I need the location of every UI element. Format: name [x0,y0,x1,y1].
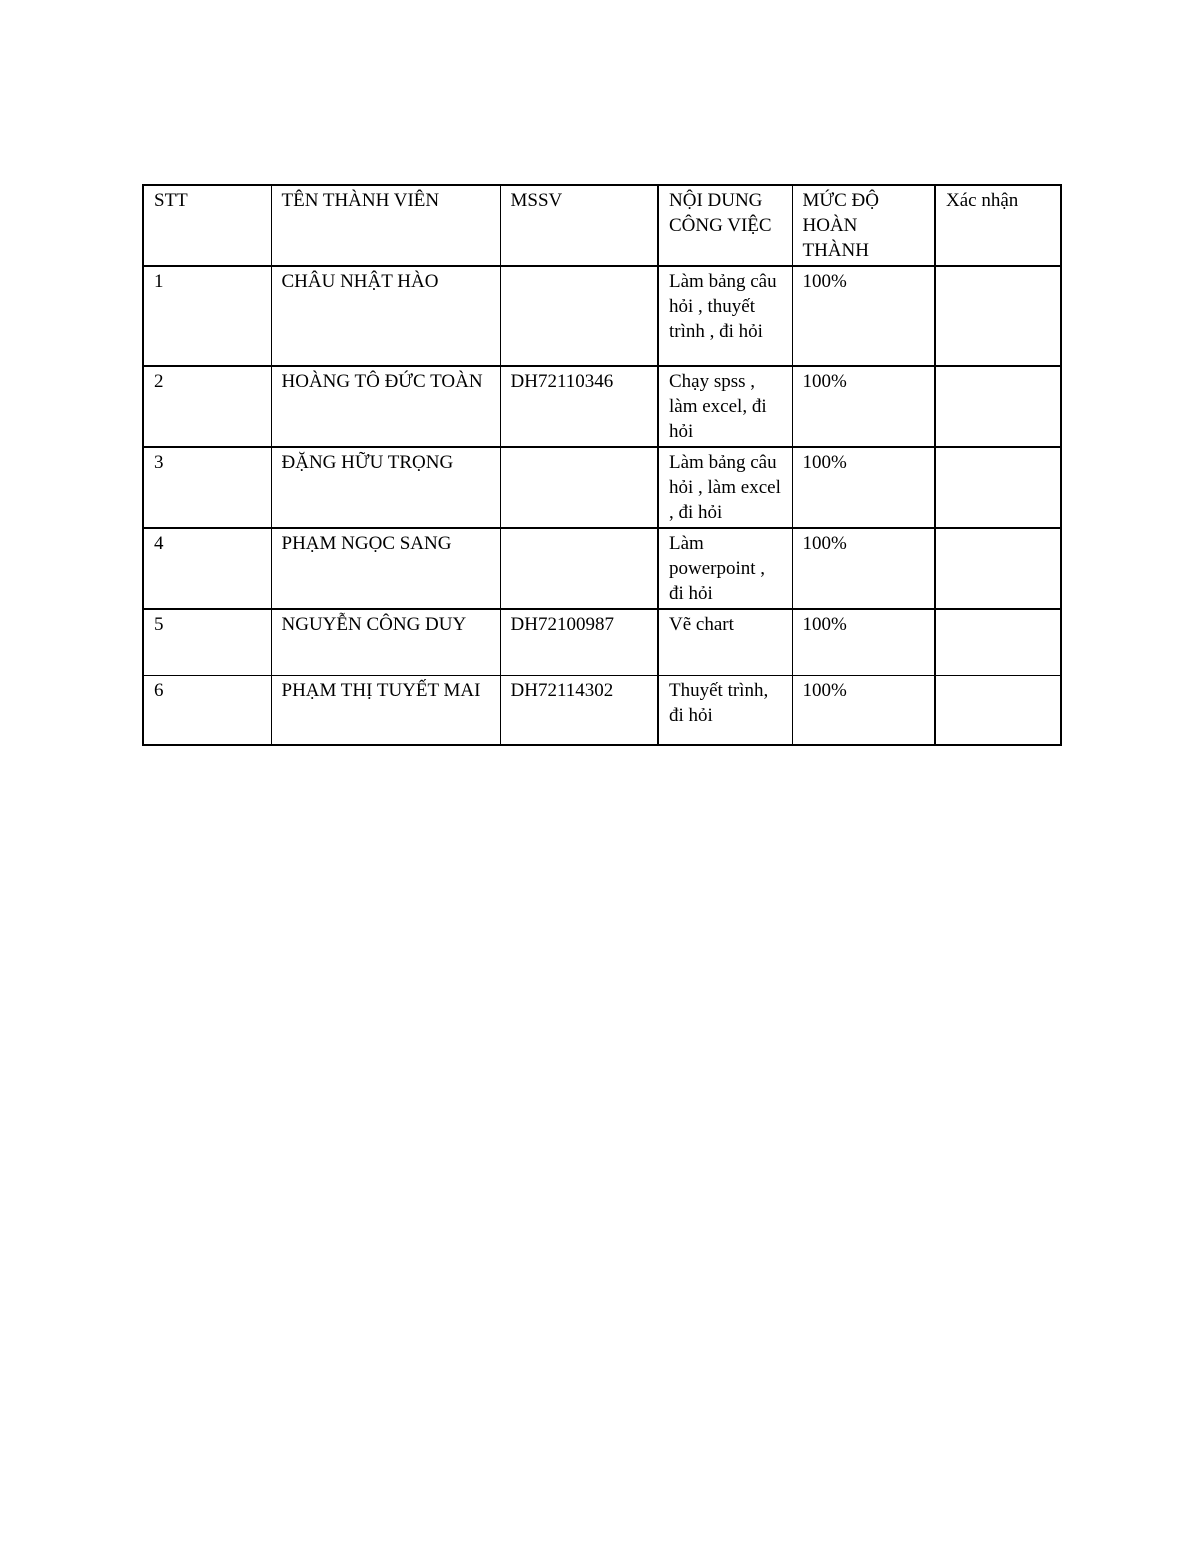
header-task: NỘI DUNG CÔNG VIỆC [658,185,792,266]
cell-mssv: DH72110346 [500,366,658,447]
cell-member-name: HOÀNG TÔ ĐỨC TOÀN [271,366,500,447]
cell-mssv: DH72114302 [500,675,658,745]
cell-stt: 6 [143,675,271,745]
cell-mssv [500,266,658,366]
cell-stt: 1 [143,266,271,366]
cell-task: Thuyết trình, đi hỏi [658,675,792,745]
cell-completion: 100% [792,609,935,675]
table-row [143,675,1061,745]
cell-confirm [935,447,1061,528]
cell-stt: 3 [143,447,271,528]
member-task-table [142,184,1062,746]
cell-task: Làm bảng câu hỏi , thuyết trình , đi hỏi [658,266,792,366]
cell-stt: 4 [143,528,271,609]
table-row [143,266,1061,366]
cell-completion: 100% [792,266,935,366]
cell-confirm [935,528,1061,609]
header-completion: MỨC ĐỘ HOÀN THÀNH [792,185,935,266]
table-row [143,528,1061,609]
cell-mssv: DH72100987 [500,609,658,675]
table-row [143,609,1061,675]
cell-member-name: PHẠM THỊ TUYẾT MAI [271,675,500,745]
cell-completion: 100% [792,528,935,609]
cell-completion: 100% [792,366,935,447]
cell-member-name: PHẠM NGỌC SANG [271,528,500,609]
cell-completion: 100% [792,675,935,745]
header-mssv: MSSV [500,185,658,266]
header-stt: STT [143,185,271,266]
cell-confirm [935,366,1061,447]
cell-stt: 5 [143,609,271,675]
cell-stt: 2 [143,366,271,447]
cell-confirm [935,675,1061,745]
table-header-row [143,185,1061,266]
cell-confirm [935,266,1061,366]
cell-task: Chạy spss , làm excel, đi hỏi [658,366,792,447]
header-member-name: TÊN THÀNH VIÊN [271,185,500,266]
cell-confirm [935,609,1061,675]
cell-mssv [500,447,658,528]
cell-mssv [500,528,658,609]
cell-member-name: CHÂU NHẬT HÀO [271,266,500,366]
cell-task: Làm bảng câu hỏi , làm excel , đi hỏi [658,447,792,528]
cell-task: Làm powerpoint , đi hỏi [658,528,792,609]
cell-task: Vẽ chart [658,609,792,675]
table-row [143,447,1061,528]
header-confirm: Xác nhận [935,185,1061,266]
cell-member-name: NGUYỄN CÔNG DUY [271,609,500,675]
table-row [143,366,1061,447]
cell-member-name: ĐẶNG HỮU TRỌNG [271,447,500,528]
cell-completion: 100% [792,447,935,528]
